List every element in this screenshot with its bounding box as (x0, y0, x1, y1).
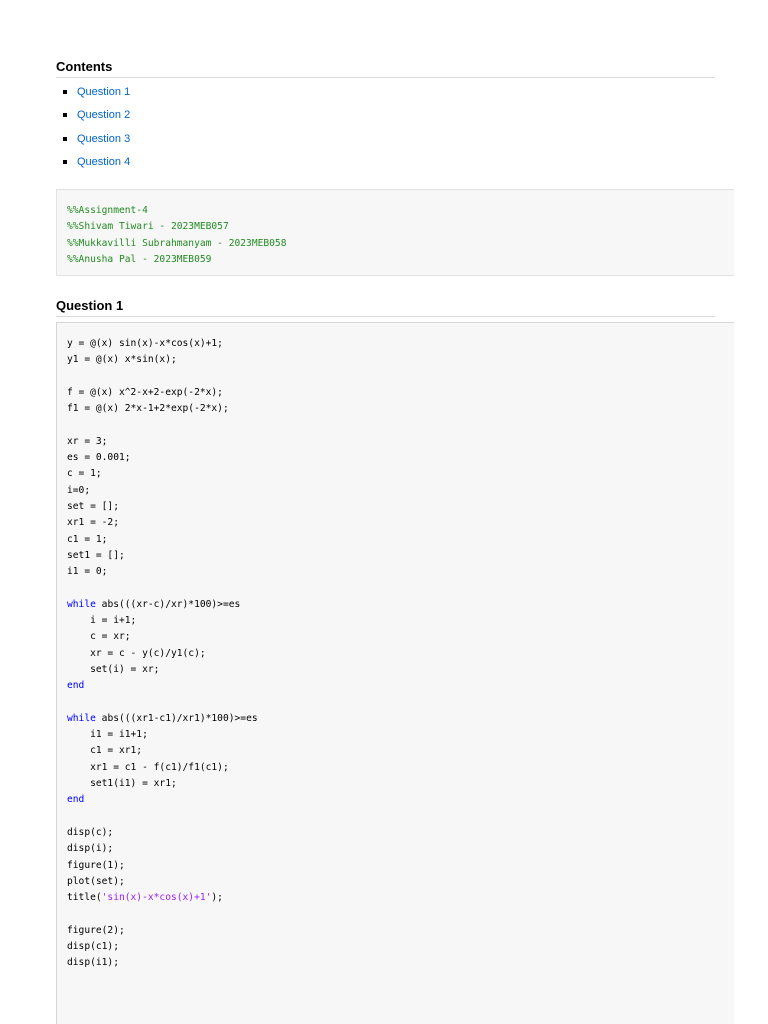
contents-heading: Contents (56, 59, 715, 78)
comment-line: %%Assignment-4 (67, 205, 148, 216)
header-code-block (56, 189, 734, 276)
code-line: xr1 = -2; (67, 517, 119, 529)
contents-link-question-4[interactable]: Question 4 (77, 155, 131, 168)
code-line: while abs(((xr-c)/xr)*100)>=es (67, 598, 241, 610)
code-line: set = []; (67, 500, 119, 512)
code-line: es = 0.001; (67, 452, 131, 464)
bullet-icon (63, 137, 67, 141)
code-line: disp(c); (67, 826, 114, 838)
code-line: set1 = []; (67, 549, 125, 561)
code-line: i=0; (67, 484, 91, 496)
code-line: figure(1); (67, 859, 125, 871)
code-line: disp(c1); (67, 940, 119, 952)
code-line: i1 = i1+1; (67, 729, 148, 741)
code-line: while abs(((xr1-c1)/xr1)*100)>=es (67, 712, 258, 724)
code-line: xr = c - y(c)/y1(c); (67, 647, 206, 659)
bullet-icon (63, 113, 67, 117)
code-line: disp(i1); (67, 957, 119, 969)
comment-line: %%Anusha Pal - 2023MEB059 (67, 253, 212, 265)
comment-line: %%Shivam Tiwari - 2023MEB057 (67, 221, 229, 233)
code-line: c1 = xr1; (67, 745, 143, 757)
code-line: xr = 3; (67, 435, 108, 447)
header-comments (67, 203, 734, 268)
code-line: c = xr; (67, 631, 131, 643)
code-line: c = 1; (67, 468, 102, 480)
code-line: y1 = @(x) x*sin(x); (67, 354, 177, 366)
question-1-code (67, 336, 734, 972)
code-line: disp(i); (67, 843, 114, 855)
code-line: set(i) = xr; (67, 663, 160, 675)
contents-list (63, 85, 130, 178)
contents-item (63, 155, 130, 178)
code-line: end (67, 794, 85, 806)
code-line: i1 = 0; (67, 566, 108, 578)
code-line: set1(i1) = xr1; (67, 778, 177, 790)
bullet-icon (63, 160, 67, 164)
question-1-heading: Question 1 (56, 298, 715, 317)
comment-line: %%Mukkavilli Subrahmanyam - 2023MEB058 (67, 237, 287, 249)
code-line: i = i+1; (67, 615, 137, 627)
bullet-icon (63, 90, 67, 94)
contents-item (63, 108, 130, 131)
code-line: f = @(x) x^2-x+2-exp(-2*x); (67, 386, 223, 398)
contents-item (63, 85, 130, 108)
code-line: plot(set); (67, 875, 125, 887)
code-line: y = @(x) sin(x)-x*cos(x)+1; (67, 338, 223, 349)
code-line: f1 = @(x) 2*x-1+2*exp(-2*x); (67, 403, 229, 415)
contents-link-question-3[interactable]: Question 3 (77, 132, 131, 145)
contents-item (63, 132, 130, 155)
contents-link-question-1[interactable]: Question 1 (77, 86, 131, 98)
question-1-code-block (56, 322, 734, 1024)
code-line: c1 = 1; (67, 533, 108, 545)
code-line: title('sin(x)-x*cos(x)+1'); (67, 892, 223, 904)
code-line: xr1 = c1 - f(c1)/f1(c1); (67, 761, 229, 773)
code-line: figure(2); (67, 924, 125, 936)
contents-link-question-2[interactable]: Question 2 (77, 109, 131, 122)
code-line: end (67, 680, 85, 692)
